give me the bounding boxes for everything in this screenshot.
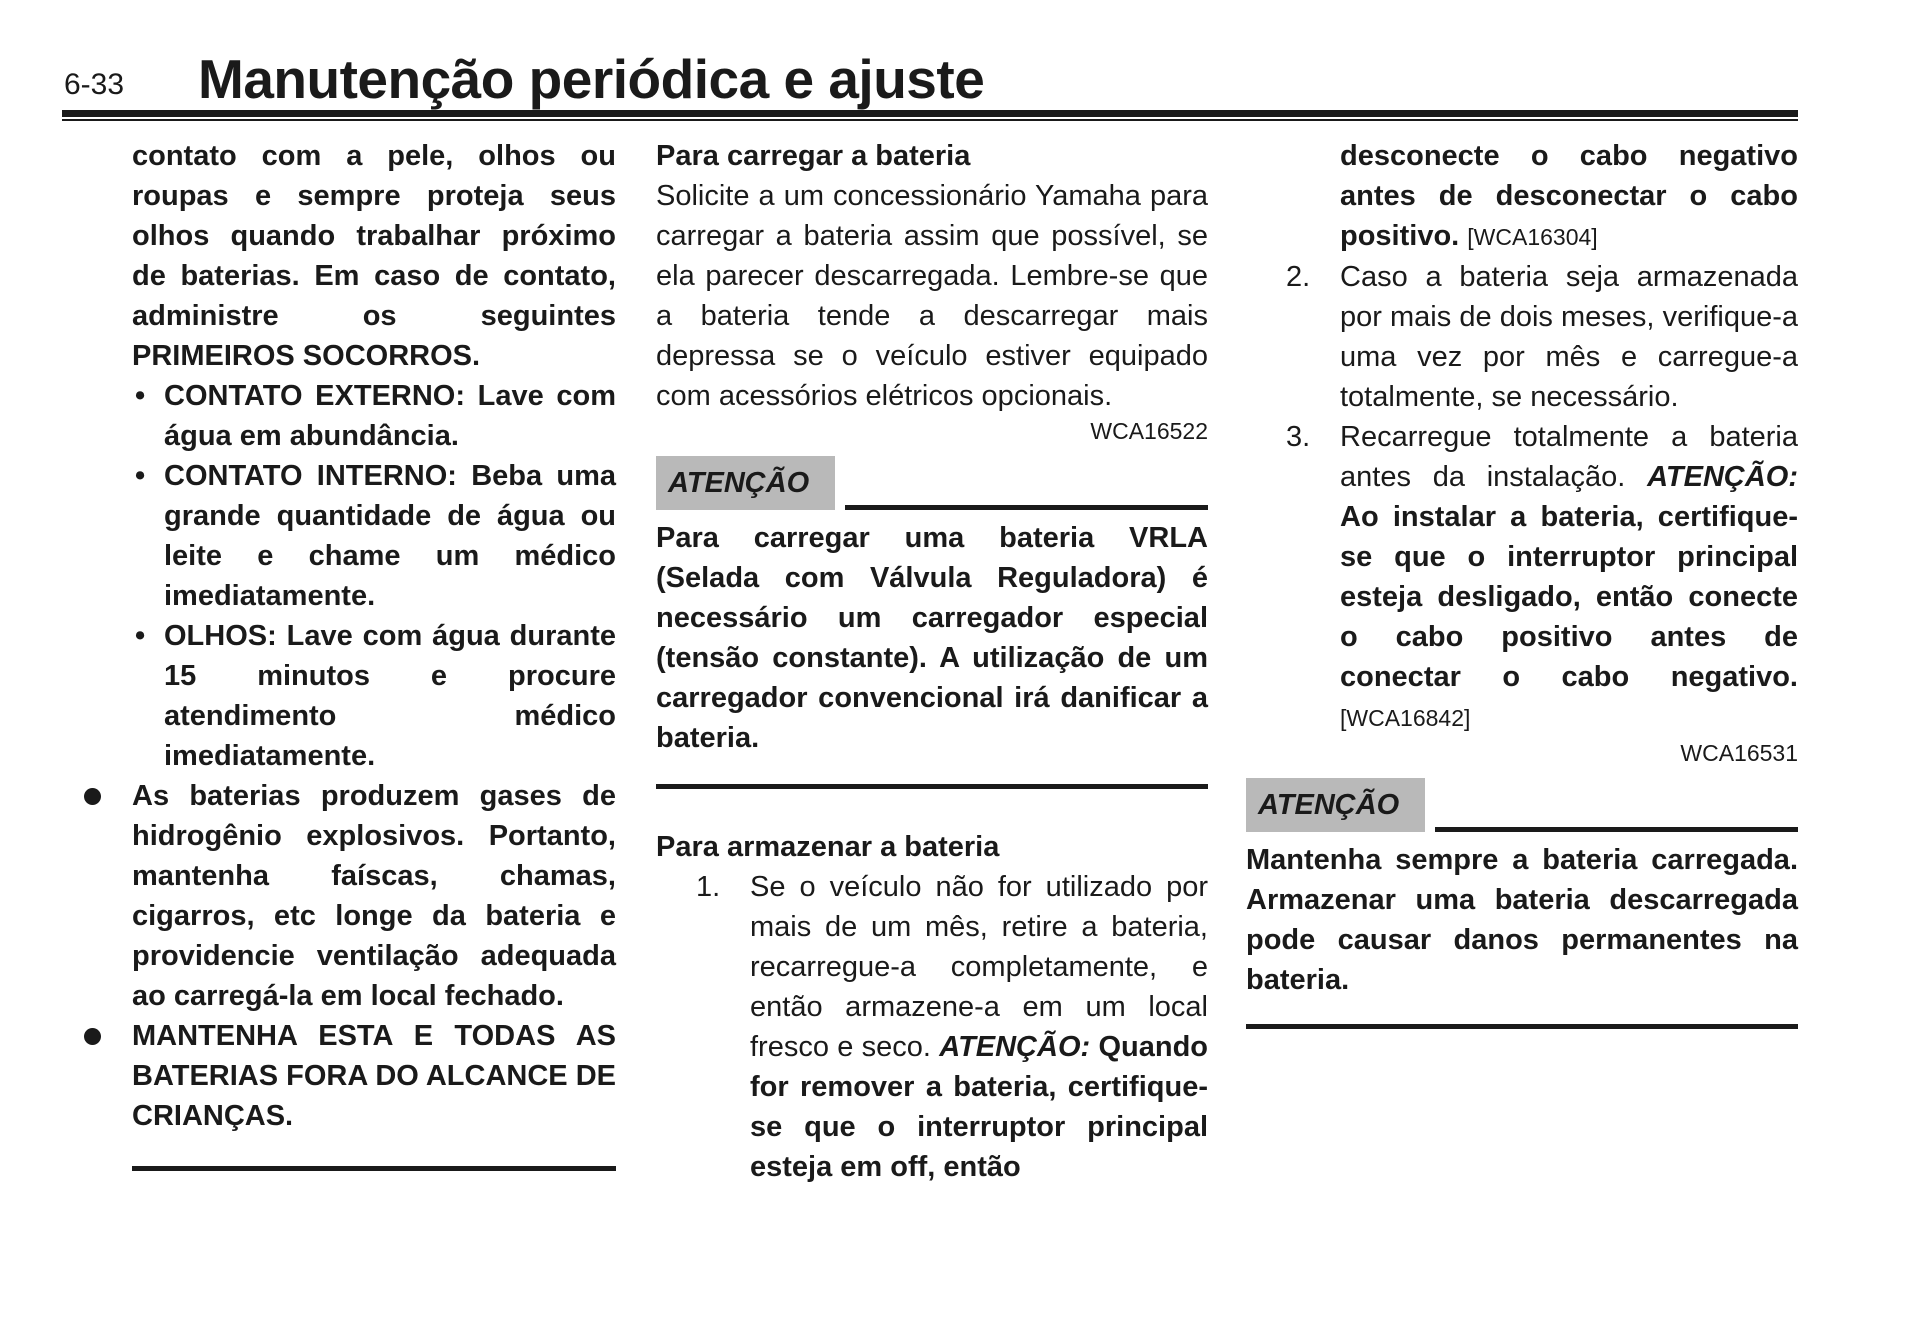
warning-bullet-item: As baterias produzem gases de hidrogênio explosivos. Portanto, mantenha faíscas, chamas, cigarros, etc longe da bateria e providencie ventilação adequada ao carregá-la em local fechado.: [132, 776, 616, 1016]
reference-code: [WCA16842]: [1340, 705, 1471, 731]
notice-end-rule: [1246, 1024, 1798, 1029]
notice-rule: [845, 505, 1208, 510]
store-battery-heading: Para armazenar a bateria: [656, 831, 1000, 863]
notice-end-rule: [656, 784, 1208, 789]
charge-battery-text: Solicite a um concessionário Yamaha para carregar a bateria assim que possível, se ela parecer descarregada. Lembre-se que a bateria tende a descarregar mais depressa se o veículo estiver equipado com acessórios elétricos opcionais.: [656, 180, 1208, 412]
warning-bullet-item: MANTENHA ESTA E TODAS AS BATERIAS FORA DO ALCANCE DE CRIANÇAS.: [132, 1016, 616, 1136]
notice-label: ATENÇÃO: [656, 456, 835, 510]
inline-atencao-label: ATENÇÃO:: [939, 1031, 1091, 1063]
notice-header: [656, 456, 1208, 510]
step-number: 2.: [1286, 261, 1311, 293]
filled-circle-bullet-icon: [84, 788, 101, 805]
store-step-continuation: desconecte o cabo negativo antes de desconectar o cabo positivo. [WCA16304]: [1340, 140, 1798, 252]
charge-battery-heading: Para carregar a bateria: [656, 140, 971, 172]
store-step-item: 3. Recarregue totalmente a bateria antes da instalação. ATENÇÃO: Ao instalar a bateria, certifique-se que o interruptor principal esteja desligado, então conecte o cabo positivo antes de conectar o cabo negativo. [WCA16842]: [1246, 417, 1798, 738]
store-steps-list-continued: [1246, 136, 1798, 738]
first-aid-item: • OLHOS: Lave com água durante 15 minutos e procure atendimento médico imediatamente.: [164, 616, 616, 776]
bullet-icon: •: [135, 620, 146, 652]
header-rule-thin: [62, 119, 1798, 121]
notice-label: ATENÇÃO: [1246, 778, 1425, 832]
bullet-icon: •: [135, 460, 146, 492]
column-3: [1246, 136, 1798, 1029]
reference-code: [WCA16304]: [1467, 224, 1598, 250]
first-aid-item: • CONTATO EXTERNO: Lave com água em abundância.: [164, 376, 616, 456]
bullet-icon: •: [135, 380, 146, 412]
first-aid-item: • CONTATO INTERNO: Beba uma grande quantidade de água ou leite e chame um médico imediatamente.: [164, 456, 616, 616]
reference-code: WCA16531: [1680, 740, 1798, 766]
step-number: 3.: [1286, 421, 1311, 453]
filled-circle-bullet-icon: [84, 1028, 101, 1045]
notice-rule: [1435, 827, 1798, 832]
reference-code: WCA16522: [1090, 418, 1208, 444]
page-title: Manutenção periódica e ajuste: [198, 48, 985, 110]
store-step-item: 2. Caso a bateria seja armazenada por mais de dois meses, verifique-a uma vez por mês e carregue-a totalmente, se necessário.: [1246, 257, 1798, 417]
notice-header: [1246, 778, 1798, 832]
first-aid-list: [132, 376, 616, 776]
store-step-item: 1. Se o veículo não for utilizado por mais de um mês, retire a bateria, recarregue-a completamente, e então armazene-a em um local fresco e seco. ATENÇÃO: Quando for remover a bateria, certifique-se que o interruptor principal esteja em off, então: [656, 867, 1208, 1187]
column-2: [656, 136, 1208, 1187]
header-rule-thick: [62, 110, 1798, 117]
notice-text: Mantenha sempre a bateria carregada. Armazenar uma bateria descarregada pode causar danos permanentes na bateria.: [1246, 844, 1798, 996]
warning-end-rule: [132, 1166, 616, 1171]
page-number: 6-33: [64, 68, 125, 101]
warning-intro-text: contato com a pele, olhos ou roupas e sempre proteja seus olhos quando trabalhar próximo de baterias. Em caso de contato, administre os seguintes PRIMEIROS SOCORROS.: [132, 140, 616, 372]
store-steps-list: [656, 867, 1208, 1187]
inline-atencao-label: ATENÇÃO:: [1647, 461, 1798, 493]
column-1: [132, 136, 616, 1171]
notice-text: Para carregar uma bateria VRLA (Selada com Válvula Reguladora) é necessário um carregador especial (tensão constante). A utilização de um carregador convencional irá danificar a bateria.: [656, 522, 1208, 754]
step-number: 1.: [696, 871, 721, 903]
